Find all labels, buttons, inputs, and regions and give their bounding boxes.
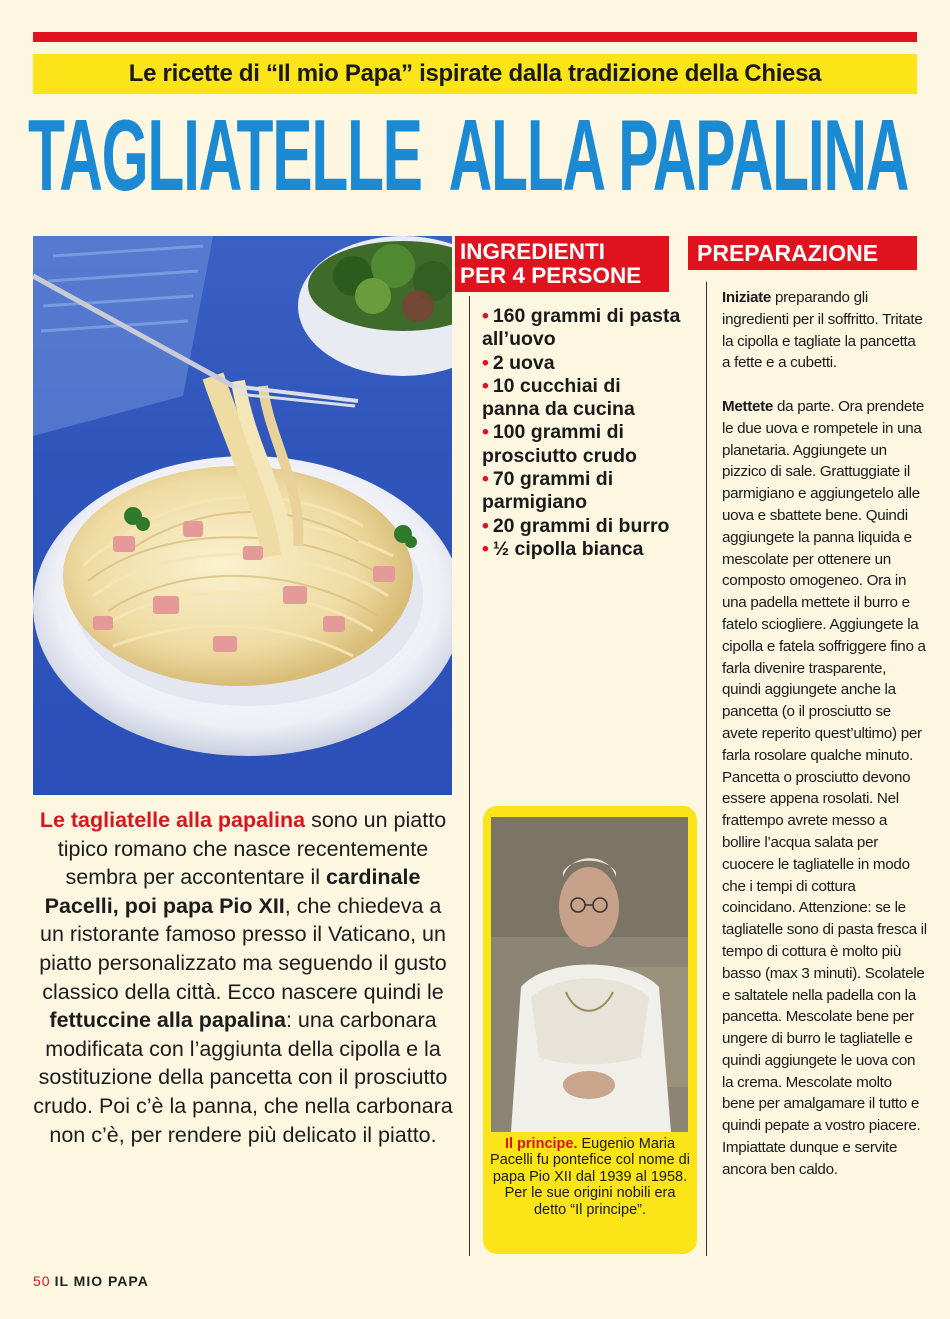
intro-highlight: Le tagliatelle alla papalina bbox=[39, 808, 306, 832]
ingredient-item: • 20 grammi di burro bbox=[482, 514, 670, 537]
column-divider bbox=[706, 282, 707, 1256]
preparation-lead: Iniziate bbox=[722, 289, 772, 306]
column-divider bbox=[469, 296, 470, 1256]
intro-bold-2: fettuccine alla papalina bbox=[49, 1008, 286, 1033]
ingredient-item: • 10 cucchiai di panna da cucina bbox=[482, 374, 635, 421]
caption-text: Eugenio Maria Pacelli fu pontefice col nome di papa Pio XII dal 1939 al 1958. Per le sue origini nobili era detto “Il principe”. bbox=[490, 1136, 690, 1218]
kicker-banner: Le ricette di “Il mio Papa” ispirate dalla tradizione della Chiesa bbox=[33, 54, 917, 94]
ingredient-item: • 2 uova bbox=[482, 351, 555, 374]
ingredients-list bbox=[482, 305, 682, 561]
bullet-icon: • bbox=[482, 351, 489, 374]
intro-text-3: : una carbonara modificata con l’aggiunta della cipolla e la sostituzione della pancetta con il prosciutto crudo. Poi c’è la panna, che nella carbonara non c’è, per rendere più delicato il piatto. bbox=[33, 1008, 453, 1147]
intro-paragraph bbox=[33, 806, 453, 1149]
top-red-rule bbox=[33, 32, 917, 42]
bullet-icon: • bbox=[482, 537, 489, 560]
portrait-caption bbox=[490, 1136, 690, 1218]
preparation-text bbox=[722, 287, 927, 1181]
magazine-name: IL MIO PAPA bbox=[54, 1273, 149, 1289]
headline-part-1: TAGLIATELLE bbox=[28, 99, 422, 213]
bullet-icon: • bbox=[482, 468, 489, 491]
ingredient-item: • 70 grammi di parmigiano bbox=[482, 468, 614, 514]
bullet-icon: • bbox=[482, 305, 489, 327]
headline-part-2: ALLA PAPALINA bbox=[448, 99, 909, 213]
bullet-icon: • bbox=[482, 374, 489, 397]
ingredient-item: • 160 grammi di pasta all’uovo bbox=[482, 305, 681, 351]
intro-bold-1: cardinale Pacelli, poi papa Pio XII bbox=[44, 865, 421, 918]
preparation-paragraph: Mettete da parte. Ora prendete le due uova e rompetele in una planetaria. Aggiungete un pizzico di sale. Grattuggiate il parmigiano e aggiungetelo alle uova e sbattete bene. Quindi aggiungete la panna liquida e mescolate per ottenere un composto omogeneo. Ora in una padella mettete il burro e fatelo sciogliere. Aggiungete la cipolla e fatela soffriggere fino a farla divenire trasparente, quindi aggiungete anche la pancetta (o il prosciutto se avete reperito quest’ultimo) per farla rosolare qualche minuto. Pancetta o prosciutto devono essere appena rosolati. Nel frattempo avrete messo a bollire l’acqua salata per cuocere le tagliatelle in modo che i tempi di cottura coincidano. Attenzione: se le tagliatelle sono di pasta fresca il tempo di cottura è molto più basso (max 3 minuti). Scolatele e saltatele nella padella con la pancetta. Mescolate bene per ungere di burro le tagliatelle e quindi aggiungete le uova con la crema. Mescolate molto bene per amalgamare il tutto e quindi pepate a vostro piacere. Impiattate dunque e servite ancora ben caldo. bbox=[722, 397, 927, 1178]
ingredients-title bbox=[460, 240, 641, 288]
ingredient-item: • ½ cipolla bianca bbox=[482, 537, 644, 560]
preparation-lead: Mettete bbox=[722, 397, 774, 415]
pasta-photo bbox=[33, 236, 452, 795]
page-folio bbox=[33, 1273, 149, 1289]
ingredient-item: • 100 grammi di prosciutto crudo bbox=[482, 421, 637, 467]
recipe-headline bbox=[28, 99, 909, 213]
page-number: 50 bbox=[33, 1273, 51, 1289]
preparation-title: PREPARAZIONE bbox=[697, 240, 879, 266]
caption-lead: Il principe. bbox=[504, 1136, 578, 1152]
intro-text-2: , che chiedeva a un ristorante famoso presso il Vaticano, un piatto personalizzato ma seguendo il gusto classico della città. Ecco nascere quindi le bbox=[39, 893, 447, 1004]
ingredients-title-line-2: PER 4 PERSONE bbox=[460, 263, 642, 288]
intro-text-1: sono un piatto tipico romano che nasce recentemente sembra per accontentare il bbox=[57, 808, 447, 890]
pope-portrait bbox=[491, 817, 688, 1132]
bullet-icon: • bbox=[482, 514, 489, 537]
bullet-icon: • bbox=[482, 421, 489, 444]
ingredients-title-line-1: INGREDIENTI bbox=[460, 239, 606, 264]
preparation-paragraph: Iniziate preparando gli ingredienti per il soffritto. Tritate la cipolla e tagliate la pancetta a fette e a cubetti. bbox=[722, 289, 923, 372]
